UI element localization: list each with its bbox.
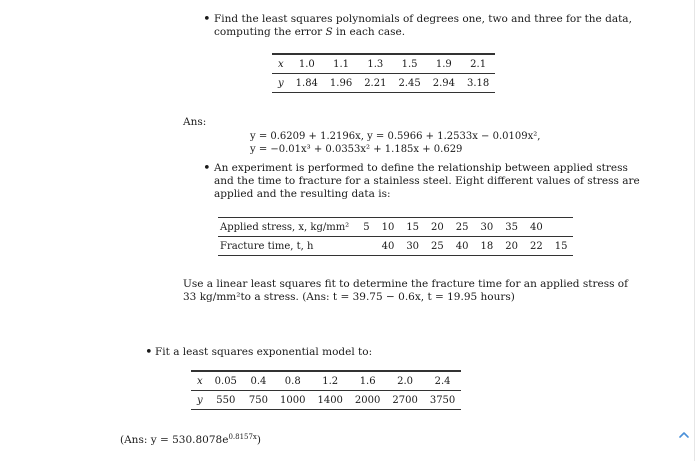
table-cell: 2.4 — [434, 375, 451, 387]
q2-fit-line2: 33 kg/mm²to a stress. (Ans: t = 39.75 − 0.6x, t = 19.95 hours) — [183, 291, 515, 303]
table-cell: 1.5 — [401, 58, 418, 70]
y-header: y — [197, 394, 203, 406]
table-row — [218, 218, 573, 237]
table-cell: 22 — [529, 240, 543, 252]
y-header: y — [278, 77, 284, 89]
time-header: Fracture time, t, h — [220, 240, 314, 252]
table-row — [272, 74, 495, 93]
table-cell: 1.1 — [333, 58, 349, 70]
table-cell: 30 — [406, 240, 420, 252]
q2-line1: An experiment is performed to define the relationship between applied stress — [214, 162, 628, 174]
table-cell: 5 — [363, 221, 370, 233]
stress-header: Applied stress, x, kg/mm² — [220, 221, 350, 233]
table-row — [191, 371, 461, 391]
table-cell: 25 — [455, 221, 469, 233]
table-cell: 1.96 — [329, 77, 353, 89]
table-cell: 30 — [480, 221, 494, 233]
table-cell: 1.0 — [298, 58, 315, 70]
q2-fit-line1: Use a linear least squares fit to determine the fracture time for an applied stress of — [183, 278, 629, 290]
table-cell: 2.21 — [364, 77, 387, 89]
table-cell: 550 — [216, 394, 236, 406]
table-cell: 20 — [505, 240, 518, 252]
table-cell: 2.1 — [470, 58, 487, 70]
table-row — [191, 391, 461, 410]
q3-text: Fit a least squares exponential model to: — [155, 346, 373, 358]
table-cell: 3.18 — [466, 77, 490, 89]
chevron-up-icon[interactable] — [677, 428, 691, 442]
ans1-equation-2: y = −0.01x³ + 0.0353x² + 1.185x + 0.629 — [250, 144, 463, 155]
q3-answer: (Ans: $y = 530.8078e^{0.8157x}$) — [120, 433, 261, 446]
table-cell: 1.3 — [367, 58, 384, 70]
table-cell: 40 — [529, 221, 543, 233]
table-cell: 35 — [505, 221, 518, 233]
table-cell: 2.94 — [432, 77, 455, 89]
table-row — [218, 237, 573, 256]
table-cell: 0.8 — [284, 375, 301, 387]
table-cell: 40 — [381, 240, 395, 252]
table-cell: 1.9 — [435, 58, 452, 70]
table-cell: 2700 — [392, 394, 418, 406]
ans1-equation-1: y = 0.6209 + 1.2196x, y = 0.5966 + 1.2533x − 0.0109x², — [250, 131, 541, 142]
bullet-q3: • — [145, 345, 153, 360]
q2-line3: applied and the resulting data is: — [214, 188, 391, 200]
table-cell: 15 — [554, 240, 568, 252]
table-cell: 1000 — [280, 394, 306, 406]
table-cell: 10 — [381, 221, 395, 233]
bullet-q1: • — [203, 12, 211, 27]
table-cell: 750 — [248, 394, 269, 406]
table-cell: 25 — [431, 240, 444, 252]
x-header: x — [197, 375, 203, 387]
bullet-q2: • — [203, 161, 211, 176]
table-cell: 1.2 — [322, 375, 339, 387]
table-cell: 2000 — [354, 394, 381, 406]
scrollbar-track[interactable] — [694, 0, 695, 461]
table-cell: 15 — [406, 221, 420, 233]
table-cell: 18 — [480, 240, 494, 252]
table-cell: 0.05 — [214, 375, 237, 387]
table-cell: 1.6 — [359, 375, 376, 387]
q2-line2: and the time to fracture for a stainless steel. Eight different values of stress are — [214, 175, 640, 187]
table-cell: 20 — [431, 221, 444, 233]
table-row — [272, 54, 495, 74]
table-cell: 1.84 — [295, 77, 318, 89]
q2-data-table — [218, 217, 573, 256]
table-cell: 3750 — [429, 394, 456, 406]
q1-line2: computing the error S in each case. — [214, 26, 406, 38]
table-cell: 0.4 — [250, 375, 267, 387]
table-cell: 1400 — [317, 394, 343, 406]
table-cell: 40 — [455, 240, 469, 252]
q1-line1: Find the least squares polynomials of degrees one, two and three for the data, — [214, 13, 632, 25]
x-header: x — [278, 58, 284, 70]
ans1-label: Ans: — [183, 116, 207, 128]
q1-data-table — [272, 53, 495, 93]
table-cell: 2.0 — [397, 375, 414, 387]
q3-data-table — [191, 370, 461, 410]
table-cell: 2.45 — [398, 77, 421, 89]
table-cell — [357, 237, 375, 256]
